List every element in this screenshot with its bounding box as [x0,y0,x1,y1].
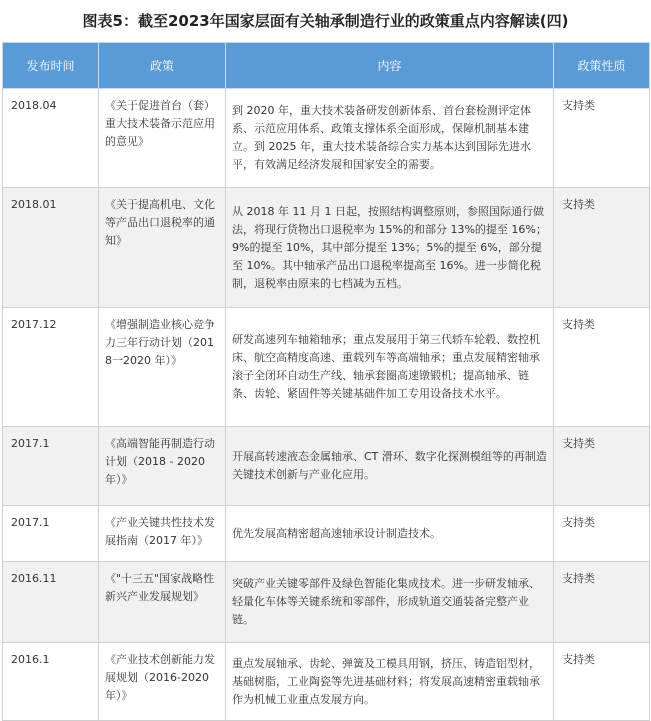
cell-type: 支持类 [554,506,650,562]
cell-policy: 《关于促进首台（套）重大技术装备示范应用的意见》 [99,89,226,188]
cell-date: 2018.04 [3,89,99,188]
cell-type: 支持类 [554,427,650,506]
cell-date: 2017.1 [3,506,99,562]
cell-type: 支持类 [554,188,650,308]
cell-type: 支持类 [554,562,650,643]
cell-date: 2016.11 [3,562,99,643]
policy-table [2,42,650,721]
table-row [3,308,650,427]
cell-content: 突破产业关键零部件及绿色智能化集成技术。进一步研发轴承、轻量化车体等关键系统和零部件，形成轨道交通装备完整产业链。 [226,562,554,643]
cell-content: 开展高转速液态金属轴承、CT 滑环、数字化探测模组等的再制造关键技术创新与产业化应用。 [226,427,554,506]
cell-policy: 《关于提高机电、文化等产品出口退税率的通知》 [99,188,226,308]
table-header-row [3,43,650,89]
cell-type: 支持类 [554,308,650,427]
cell-policy: 《产业关键共性技术发展指南（2017 年）》 [99,506,226,562]
cell-type: 支持类 [554,89,650,188]
figure-title: 图表5：截至2023年国家层面有关轴承制造行业的政策重点内容解读(四) [82,12,569,30]
table-row [3,643,650,721]
table-row [3,506,650,562]
cell-policy: 《增强制造业核心竞争力三年行动计划（2018一2020 年）》 [99,308,226,427]
cell-policy: 《产业技术创新能力发展规划（2016-2020 年）》 [99,643,226,721]
cell-date: 2017.1 [3,427,99,506]
cell-date: 2017.12 [3,308,99,427]
cell-policy: 《"十三五"国家战略性新兴产业发展规划》 [99,562,226,643]
table-row [3,188,650,308]
cell-type: 支持类 [554,643,650,721]
header-policy: 政策 [99,43,226,89]
header-content: 内容 [226,43,554,89]
cell-content: 到 2020 年，重大技术装备研发创新体系、首台套检测评定体系、示范应用体系、政策支撑体系全面形成，保障机制基本建立。到 2025 年，重大技术装备综合实力基本达到国际先进水平，有效满足经济发展和国家安全的需要。 [226,89,554,188]
cell-content: 重点发展轴承、齿轮、弹簧及工模具用钢，挤压、铸造铝型材，基础树脂，工业陶瓷等先进基础材料；将发展高速精密重载轴承作为机械工业重点发展方向。 [226,643,554,721]
cell-content: 从 2018 年 11 月 1 日起，按照结构调整原则，参照国际通行做法，将现行货物出口退税率为 15%的和部分 13%的提至 16%；9%的提至 10%，其中部分提至 13%；5%的提至 6%，部分提至 10%。其中轴承产品出口退税率提高至 16%。进一步简化税制，退税率由原来的七档减为五档。 [226,188,554,308]
cell-date: 2018.01 [3,188,99,308]
cell-content: 优先发展高精密超高速轴承设计制造技术。 [226,506,554,562]
cell-date: 2016.1 [3,643,99,721]
table-row [3,562,650,643]
cell-policy: 《高端智能再制造行动计划（2018 - 2020 年）》 [99,427,226,506]
header-type: 政策性质 [554,43,650,89]
table-row [3,89,650,188]
table-row [3,427,650,506]
cell-content: 研发高速列车轴箱轴承；重点发展用于第三代轿车轮毂、数控机床、航空高精度高速、重载列车等高端轴承；重点发展精密轴承滚子全闭环自动生产线、轴承套圈高速镦锻机；提高轴承、链条、齿轮、紧固件等关键基础件加工专用设备技术水平。 [226,308,554,427]
header-date: 发布时间 [3,43,99,89]
